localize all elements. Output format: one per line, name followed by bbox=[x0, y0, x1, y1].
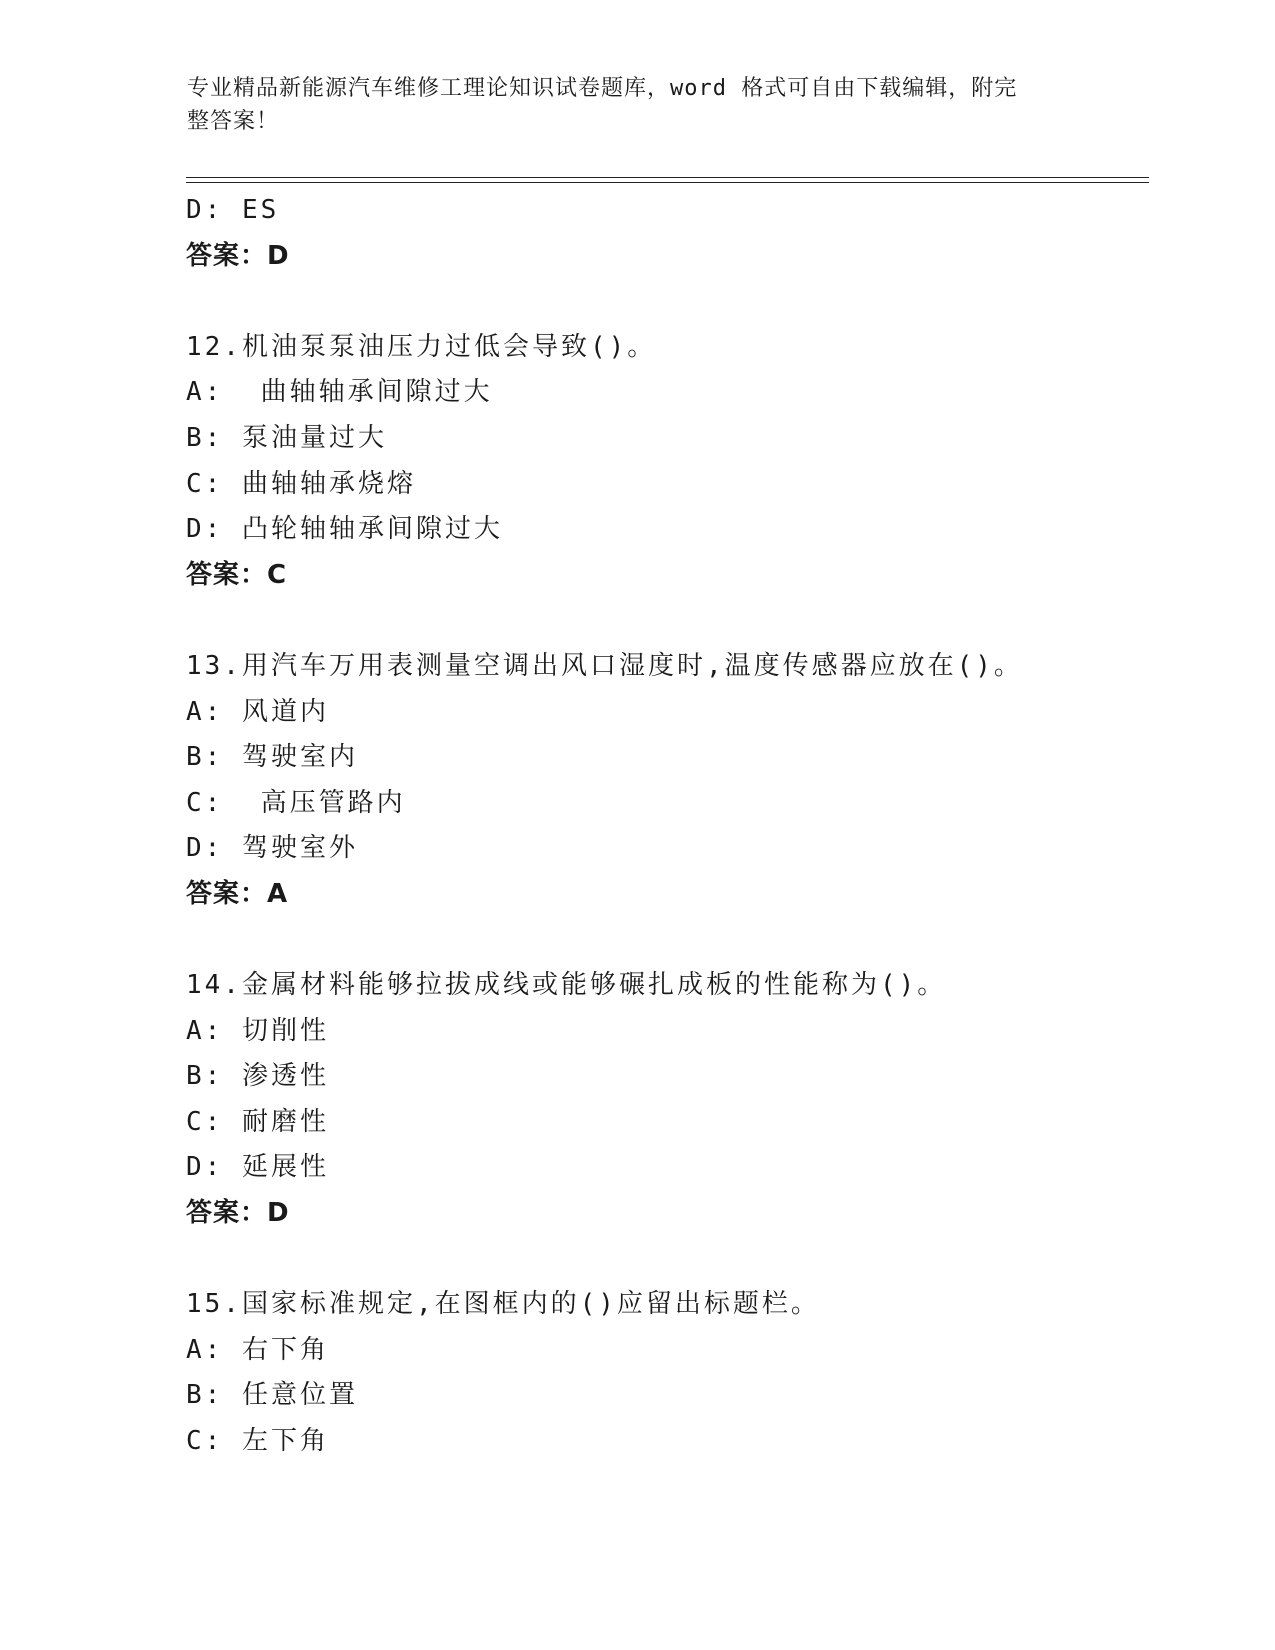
option-b: B: 任意位置 bbox=[186, 1380, 358, 1411]
answer-line: 答案：A bbox=[186, 878, 289, 909]
option-c: C: 左下角 bbox=[186, 1426, 329, 1457]
option-a: A: 风道内 bbox=[186, 696, 329, 727]
document-header bbox=[187, 72, 1067, 138]
option-d: D: 凸轮轴轴承间隙过大 bbox=[186, 514, 503, 545]
spacer bbox=[186, 279, 1146, 325]
option-d: D: 驾驶室外 bbox=[186, 833, 358, 864]
question-content bbox=[186, 188, 1146, 1465]
question-stem: 13.用汽车万用表测量空调出风口湿度时,温度传感器应放在()。 bbox=[186, 650, 1023, 681]
option-b: B: 渗透性 bbox=[186, 1061, 329, 1092]
question-stem: 12.机油泵泵油压力过低会导致()。 bbox=[186, 331, 657, 362]
option-a: A: 曲轴轴承间隙过大 bbox=[186, 377, 493, 408]
answer-line: 答案：D bbox=[186, 1198, 290, 1229]
question-stem: 15.国家标准规定,在图框内的()应留出标题栏。 bbox=[186, 1289, 820, 1320]
option-a: A: 切削性 bbox=[186, 1015, 329, 1046]
question-14 bbox=[186, 963, 1146, 1237]
option-b: B: 驾驶室内 bbox=[186, 742, 358, 773]
header-rule-top bbox=[186, 177, 1149, 178]
answer-line: 答案：C bbox=[186, 559, 288, 590]
spacer bbox=[186, 918, 1146, 964]
option-a: A: 右下角 bbox=[186, 1334, 329, 1365]
question-stem: 14.金属材料能够拉拔成线或能够碾扎成板的性能称为()。 bbox=[186, 970, 947, 1001]
option-d: D: 延展性 bbox=[186, 1152, 329, 1183]
answer-line: 答案：D bbox=[186, 240, 290, 271]
header-line-2: 整答案！ bbox=[187, 109, 280, 134]
option-c: C: 高压管路内 bbox=[186, 787, 406, 818]
header-line-1: 专业精品新能源汽车维修工理论知识试卷题库，word 格式可自由下载编辑，附完 bbox=[187, 76, 1018, 101]
option-b: B: 泵油量过大 bbox=[186, 422, 387, 453]
question-13 bbox=[186, 644, 1146, 918]
header-rule-bottom bbox=[186, 182, 1149, 183]
spacer bbox=[186, 598, 1146, 644]
option-c: C: 曲轴轴承烧熔 bbox=[186, 468, 416, 499]
option-c: C: 耐磨性 bbox=[186, 1106, 329, 1137]
question-15 bbox=[186, 1282, 1146, 1464]
question-12 bbox=[186, 325, 1146, 599]
spacer bbox=[186, 1237, 1146, 1283]
option-d: D: ES bbox=[186, 195, 280, 225]
